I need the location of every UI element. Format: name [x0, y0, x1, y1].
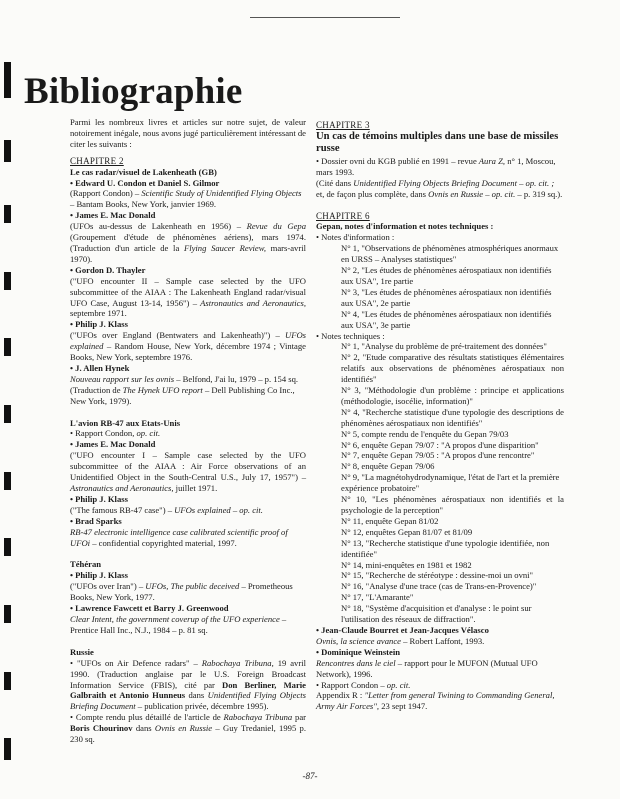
- note-item: N° 15, "Recherche de stéréotype : dessine-moi un ovni": [341, 570, 534, 581]
- note-item: N° 1, "Analyse du problème de pré-traitement des données": [341, 341, 547, 352]
- entry-reference: • Rapport Condon, op. cit.: [70, 428, 161, 439]
- page-number: -87-: [302, 771, 318, 781]
- section-russie: [70, 647, 306, 745]
- entry-reference: Clear Intent, the government coverup of the UFO experience – Prentice Hall Inc., N.J., 1984 – p. 81 sq.: [70, 613, 287, 635]
- binder-mark: [4, 272, 11, 290]
- entry-reference: • Compte rendu plus détaillé de l'article de Rabochaya Tribuna par Boris Chourinov dans Ovnis en Russie – Guy Tredaniel, 1995 p. 230 sq.: [70, 712, 307, 745]
- right-column: [316, 120, 564, 712]
- chapter-2-heading: CHAPITRE 2: [70, 155, 124, 166]
- note-item: N° 5, compte rendu de l'enquête du Gepan 79/03: [341, 428, 509, 439]
- intro-paragraph: Parmi les nombreux livres et articles sur notre sujet, de valeur notoirement inégale, nous avons jugé particulièrement intéressant de citer les suivants :: [70, 117, 306, 149]
- entry-author: • Jean-Claude Bourret et Jean-Jacques Vélasco: [316, 624, 489, 635]
- note-item: N° 2, "Etude comparative des résultats statistiques élémentaires relatifs aux observations de phénomènes aérospatiaux non identifiés": [341, 352, 564, 385]
- entry-author: • J. Allen Hynek: [70, 362, 130, 373]
- entry-reference: (Rapport Condon) – Scientific Study of Unidentified Flying Objects – Bantam Books, New York, janvier 1969.: [70, 188, 302, 210]
- left-column: [70, 117, 306, 756]
- notes-info-heading: • Notes d'information :: [316, 232, 395, 243]
- note-item: N° 11, enquête Gepan 81/02: [341, 515, 439, 526]
- note-item: N° 8, enquête Gepan 79/06: [341, 461, 435, 472]
- entry-reference: ("UFO encounter I – Sample case selected by the UFO subcommittee of the AIAA : Air Force observations of an Unidentified Object in the South-Central U.S., July 17, 1957") – Astronautics and Aeronautics, juillet 1971.: [70, 450, 306, 493]
- chapter-3-heading: CHAPITRE 3: [316, 120, 370, 130]
- entry-reference: (UFOs au-dessus de Lakenheath en 1956) – Revue du Gepa (Groupement d'étude de phénomènes aériens), mars 1974. (Traduction d'un article de la Flying Saucer Review, mars-avril 1970).: [70, 221, 306, 264]
- entry-author: • Philip J. Klass: [70, 319, 128, 330]
- page-title: Bibliographie: [24, 71, 243, 112]
- entry-author: • Philip J. Klass: [70, 493, 128, 504]
- note-item: N° 14, mini-enquêtes en 1981 et 1982: [341, 559, 472, 570]
- entry-reference: Ovnis, la science avance – Robert Laffont, 1993.: [316, 635, 485, 646]
- entry-reference: ("UFOs over Iran") – UFOs, The public deceived – Prometheous Books, New York, 1977.: [70, 581, 293, 603]
- section-rb47: [70, 418, 306, 549]
- entry-reference: (Cité dans Unidentified Flying Objects Briefing Document – op. cit. ; et, de façon plus complète, dans Ovnis en Russie – op. cit. – p. 319 sq.).: [316, 177, 563, 199]
- notes-tech-heading: • Notes techniques :: [316, 330, 385, 341]
- note-item: N° 17, "L'Amarante": [341, 592, 414, 603]
- binder-mark: [4, 62, 11, 98]
- note-item: N° 18, "Système d'acquisition et d'analyse : le point sur l'utilisation des réseaux de diffraction".: [341, 603, 532, 625]
- binder-mark: [4, 338, 11, 356]
- binder-mark: [4, 738, 11, 760]
- note-item: N° 9, "La magnétohydrodynamique, l'état de l'art et la première expérience probatoire": [341, 472, 560, 494]
- section-title: Gepan, notes d'information et notes techniques :: [316, 221, 494, 232]
- entry-reference: ("The famous RB-47 case") – UFOs explained – op. cit.: [70, 504, 263, 515]
- section-lakenheath: [70, 167, 306, 407]
- entry-reference: • Rapport Condon – op. cit.: [316, 679, 411, 690]
- entry-author: • Gordon D. Thayler: [70, 264, 146, 275]
- entry-author: • Dominique Weinstein: [316, 646, 401, 657]
- section-title: Russie: [70, 646, 94, 657]
- chapter-6-heading: CHAPITRE 6: [316, 210, 370, 221]
- section-title: Un cas de témoins multiples dans une base de missiles russe: [316, 130, 559, 155]
- note-item: N° 7, enquête Gepan 79/05 : "A propos d'une rencontre": [341, 450, 535, 461]
- entry-reference: ("UFOs over England (Bentwaters and Lakenheath)") – UFOs explained – Random House, New York, décembre 1974 ; Vintage Books, New York, septembre 1976.: [70, 330, 307, 363]
- note-item: N° 3, "Les études de phénomènes aérospatiaux non identifiés aux USA", 2e partie: [341, 286, 552, 308]
- section-teheran: [70, 559, 306, 635]
- binder-mark: [4, 405, 11, 423]
- entry-reference: Appendix R : "Letter from general Twining to Commanding General, Army Air Forces", 23 sept 1947.: [316, 690, 555, 712]
- note-item: N° 4, "Recherche statistique d'une typologie des descriptions de phénomènes aérospatiaux non identifiés": [341, 406, 564, 428]
- section-gepan: [316, 221, 564, 712]
- section-title: L'avion RB-47 aux Etats-Unis: [70, 417, 181, 428]
- binder-mark: [4, 472, 11, 490]
- binder-mark: [4, 605, 11, 623]
- note-item: N° 3, "Méthodologie d'un problème : principe et applications (méthodologie, isocélie, information)": [341, 385, 564, 406]
- note-item: N° 10, "Les phénomènes aérospatiaux non identifiés et la psychologie de la perception": [341, 494, 564, 515]
- entry-reference: ("UFO encounter II – Sample case selected by the UFO subcommittee of the AIAA : The Lakenheath England radar/visual UFO Case, August 13-14, 1956") – Astronautics and Aeronautics, septembre 1971.: [70, 275, 306, 319]
- note-item: N° 1, "Observations de phénomènes atmosphériques anormaux en URSS – Analyses statistiques": [341, 243, 559, 265]
- entry-author: • Edward U. Condon et Daniel S. Gilmor: [70, 177, 220, 188]
- note-item: N° 13, "Recherche statistique d'une typologie identifiée, non identifiée": [341, 537, 550, 559]
- binder-mark: [4, 672, 11, 690]
- section-title: Le cas radar/visuel de Lakenheath (GB): [70, 166, 217, 177]
- note-item: N° 4, "Les études de phénomènes aérospatiaux non identifiés aux USA", 3e partie: [341, 308, 552, 330]
- entry-author: • Brad Sparks: [70, 515, 122, 526]
- scan-line: [250, 17, 400, 18]
- entry-reference: • "UFOs on Air Defence radars" – Rabochaya Tribuna, 19 avril 1990. (Traduction anglaise par le U.S. Foreign Broadcast Information Service (FBIS), cité par Don Berliner, Marie Galbraith et Antonio Hunneus dans Unidentified Flying Objects Briefing Document – publication privée, décembre 1995).: [70, 657, 306, 712]
- binder-mark: [4, 205, 11, 223]
- section-missile-base: [316, 131, 564, 200]
- entry-author: • James E. Mac Donald: [70, 439, 156, 450]
- note-item: N° 6, enquête Gepan 79/07 : "A propos d'une disparition": [341, 439, 539, 450]
- binder-mark: [4, 140, 11, 162]
- binder-mark: [4, 538, 11, 556]
- section-title: Téhéran: [70, 559, 102, 570]
- entry-author: • James E. Mac Donald: [70, 210, 156, 221]
- note-item: N° 12, enquêtes Gepan 81/07 et 81/09: [341, 526, 473, 537]
- entry-reference: Rencontres dans le ciel – rapport pour le MUFON (Mutual UFO Network), 1996.: [316, 657, 538, 679]
- note-item: N° 16, "Analyse d'une trace (cas de Trans-en-Provence)": [341, 581, 537, 592]
- entry-reference: RB-47 electronic intelligence case calibrated scientific proof of UFOi – confidential copyrighted material, 1997.: [70, 526, 288, 548]
- entry-author: • Lawrence Fawcett et Barry J. Greenwood: [70, 603, 229, 614]
- entry-author: • Philip J. Klass: [70, 570, 128, 581]
- entry-reference: Nouveau rapport sur les ovnis – Belfond, J'ai lu, 1979 – p. 154 sq. (Traduction de The Hynek UFO report – Dell Publishing Co Inc., New York, 1979).: [70, 373, 299, 406]
- entry-reference: • Dossier ovni du KGB publié en 1991 – revue Aura Z, n° 1, Moscou, mars 1993.: [316, 155, 556, 177]
- note-item: N° 2, "Les études de phénomènes aérospatiaux non identifiés aux USA", 1re partie: [341, 265, 552, 286]
